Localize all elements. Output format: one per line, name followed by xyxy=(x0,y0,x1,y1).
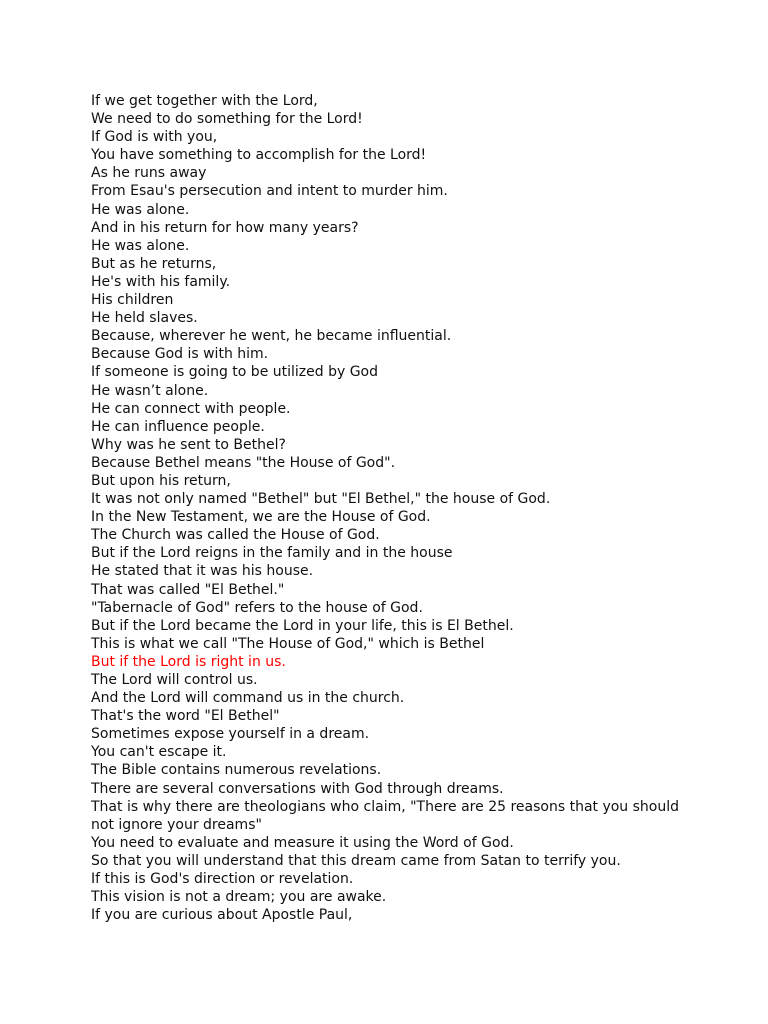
text-line: This is what we call "The House of God," which is Bethel xyxy=(91,635,485,652)
text-line: We need to do something for the Lord! xyxy=(91,111,363,128)
text-line: He's with his family. xyxy=(91,273,231,290)
highlighted-text-line: But if the Lord is right in us. xyxy=(91,653,286,670)
text-line: You can't escape it. xyxy=(91,744,227,761)
text-line: Because Bethel means "the House of God". xyxy=(91,454,396,471)
text-line: You have something to accomplish for the Lord! xyxy=(91,147,427,164)
text-line: He can influence people. xyxy=(91,418,265,435)
text-line: He can connect with people. xyxy=(91,400,291,417)
text-line: And in his return for how many years? xyxy=(91,219,359,236)
text-line: This vision is not a dream; you are awake. xyxy=(91,889,387,906)
text-line: He was alone. xyxy=(91,237,190,254)
text-line: The Lord will control us. xyxy=(91,672,258,688)
text-line: He held slaves. xyxy=(91,310,198,327)
text-line: And the Lord will command us in the church. xyxy=(91,690,405,707)
text-line: But as he returns, xyxy=(91,255,217,272)
text-line: So that you will understand that this dream came from Satan to terrify you. xyxy=(91,852,621,869)
text-line: But if the Lord reigns in the family and in the house xyxy=(91,545,453,562)
text-line: Sometimes expose yourself in a dream. xyxy=(91,726,370,743)
text-line: He was alone. xyxy=(91,201,190,218)
text-line: That's the word "El Bethel" xyxy=(91,708,280,725)
text-line: If you are curious about Apostle Paul, xyxy=(91,907,353,924)
text-line: The Bible contains numerous revelations. xyxy=(91,762,382,779)
text-line: If we get together with the Lord, xyxy=(91,93,318,109)
text-line: Why was he sent to Bethel? xyxy=(91,436,286,453)
text-line: If this is God's direction or revelation. xyxy=(91,871,354,888)
text-line: It was not only named "Bethel" but "El Bethel," the house of God. xyxy=(91,491,551,508)
text-line: But if the Lord became the Lord in your life, this is El Bethel. xyxy=(91,617,514,634)
document-body xyxy=(91,92,681,924)
text-line: As he runs away xyxy=(91,165,207,182)
text-line: If someone is going to be utilized by God xyxy=(91,364,379,381)
text-line: You need to evaluate and measure it using the Word of God. xyxy=(91,834,514,851)
text-line: His children xyxy=(91,292,174,309)
text-line: That is why there are theologians who claim, "There are 25 reasons that you should not ignore your dreams" xyxy=(91,798,680,833)
text-line: He wasn’t alone. xyxy=(91,382,209,399)
text-line: In the New Testament, we are the House of God. xyxy=(91,509,431,526)
text-line: He stated that it was his house. xyxy=(91,563,314,580)
text-line: If God is with you, xyxy=(91,129,218,146)
text-line: But upon his return, xyxy=(91,472,231,489)
text-line: From Esau's persecution and intent to murder him. xyxy=(91,183,448,200)
text-line: Because, wherever he went, he became influential. xyxy=(91,328,452,345)
text-line: The Church was called the House of God. xyxy=(91,527,380,544)
text-line: There are several conversations with God through dreams. xyxy=(91,780,504,797)
text-line: Because God is with him. xyxy=(91,346,269,363)
text-line: "Tabernacle of God" refers to the house of God. xyxy=(91,599,423,616)
text-line: That was called "El Bethel." xyxy=(91,581,285,598)
